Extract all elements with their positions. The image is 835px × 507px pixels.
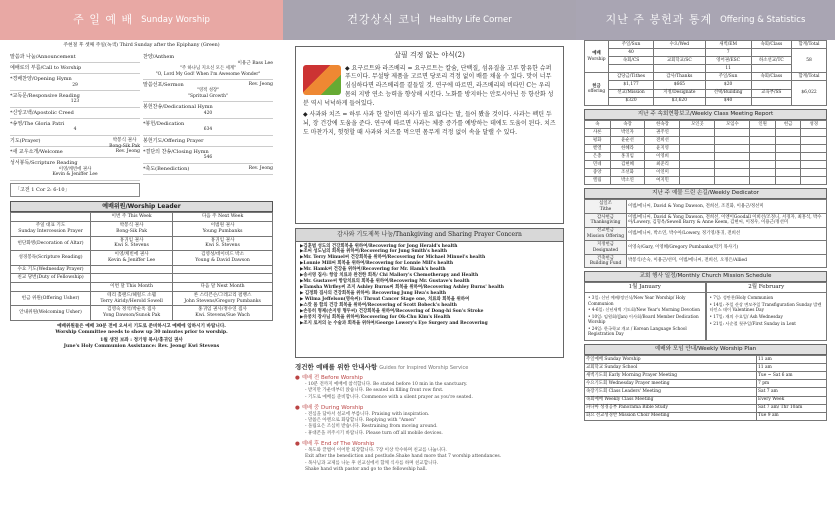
order-label: 봉헌찬송/Dedicational Hymn bbox=[143, 104, 213, 111]
cell: 이범/에니씨, David & Yong Dawson, 전희선, 조진화, 이용근/정선미 bbox=[627, 200, 827, 214]
order-item bbox=[10, 108, 140, 119]
cell bbox=[751, 65, 791, 73]
list-item: ▶송서영 집사: 항암 치료과 완전한 회복/ Chi Mallory's Chemotherapy and Health bbox=[300, 273, 479, 279]
order-label: *송영/The Gloria Patri bbox=[10, 121, 65, 128]
order-label: 봉헌기도/Offering Prayer bbox=[143, 137, 204, 144]
column-header: 영어권/ESC bbox=[705, 57, 751, 65]
statistics-block bbox=[584, 40, 827, 421]
cell: 홍귀임 권사 Kwi S. Stevens bbox=[173, 236, 273, 250]
february-list bbox=[706, 293, 828, 341]
cell: 홍귀임 권사/정수연 집사 Kwi. Stevens/Sue Wach bbox=[173, 306, 273, 320]
list-item: ▶ Wilma Jeffelson(영숙씨): Throat Cancer Stage one, 치료와 회복을 위하여 bbox=[300, 296, 470, 302]
cell: $40 bbox=[705, 97, 751, 105]
order-item bbox=[10, 158, 140, 180]
cell bbox=[751, 97, 791, 105]
list-item: • 7일: 성만찬/Holy Communion bbox=[709, 295, 774, 301]
dedicator-title: 지난 주 예물 드린 손길/Weekly Dedicator bbox=[584, 188, 827, 199]
cell: Tue ~ Sat 6 am bbox=[757, 372, 827, 380]
order-item bbox=[10, 119, 140, 136]
cell: 최준리 bbox=[645, 161, 680, 169]
table-row bbox=[585, 136, 827, 144]
note-line: June's Holy Communion Assistance: Rev. Jeong/ Kwi Stevens bbox=[63, 343, 220, 349]
order-label: 기도(Prayer) bbox=[10, 137, 41, 144]
table-row bbox=[585, 241, 827, 255]
health-title: 살필 걱정 없는 야식(2) bbox=[394, 51, 465, 59]
cell: Sat 7 am bbox=[757, 388, 827, 396]
column-header: 다음 달 Next Month bbox=[173, 283, 273, 292]
health-paragraph: ◆ 요구르트와 라즈베리 = 요구르트는 칼슘, 단백질, 섬유질을 고루 함유한 슈퍼푸드이다. 무설탕 제품을 고르면 당로리 걱정 없이 배를 채울 수 있다. 맛이 너무 심심하다면 라즈베리를 곁들일 것. 연구에 따르면, 라즈베리의 비타민 C는 우리 몸의 지방 연소 능력을 향상해 시킨다. 노화를 방지하는 안토시아닌 등 항산화 성분 역시 넉넉하게 들어있다. bbox=[303, 64, 554, 107]
worship-column bbox=[0, 0, 283, 507]
guide-title bbox=[295, 363, 564, 371]
list-item: • 21일: 사순절 첫주일/First Sunday in Lent bbox=[709, 320, 796, 326]
guide-section-title: ● 예배 전 Before Worship bbox=[295, 375, 363, 382]
order-right: 박봉식 권사 Bong-Sik Pak bbox=[109, 137, 140, 149]
order-label: 말씀과 나눔/Announcement bbox=[10, 53, 76, 60]
guide-item: Shake hand with pastor and go to the fellowship hall. bbox=[305, 466, 427, 472]
order-sub: 546 bbox=[203, 155, 213, 161]
cell: 박인자 bbox=[610, 128, 645, 136]
row-label: 헌금 위원(Offering Usher) bbox=[11, 291, 91, 305]
cell: 테리 홀랜드/헤럴드 소웰 Terry Airidy/Herold Sowell bbox=[91, 291, 173, 305]
cell bbox=[751, 81, 791, 89]
list-item: ▶유쿵치 장사님 회복을 위하여/Recovering for Ok-Chu Kim's Health bbox=[300, 314, 451, 320]
health-paragraph: ◆ 사과와 치즈 = 하루 사과 한 알이면 의사가 필요 없다는 말, 들어 봤을 것이다. 사과는 펙틴 두뇌, 장 건강에 도움을 준다. 연구에 따르면 사과는 체중 증가를 예방하는 데에도 도움이 된다. 치즈도 마찬가지, 헛헛할 때 사과와 치즈를 먹으면 몸무게 걱정 없이 속을 달랠 수 있다. bbox=[303, 111, 556, 136]
list-item: ▶김훈범 성도의 건강회복을 위하여/Recovering for Jong Herald's health bbox=[300, 243, 458, 249]
table-row bbox=[585, 177, 827, 185]
cell: 40 bbox=[609, 49, 654, 57]
list-item: • 24일: 한국학교 개교 / Korean Language School Registration Day bbox=[588, 326, 687, 337]
cell: 11 bbox=[705, 65, 751, 73]
cell: 평화 bbox=[585, 136, 611, 144]
fruit-image bbox=[303, 65, 341, 95]
cell: 주일예배 Sunday Worship bbox=[585, 356, 757, 364]
table-row bbox=[585, 254, 827, 268]
offering-label: 헌금 bbox=[592, 83, 601, 89]
guide-section-label: 예배 중 During Worship bbox=[301, 405, 364, 412]
table-row bbox=[585, 356, 827, 364]
list-item: ▶조지 로저의 눈 수술과 회복을 위하여/George Lowery's Eye Surgery and Recovering bbox=[300, 320, 488, 326]
table-row bbox=[11, 265, 273, 274]
list-item: • 3일: 신년 예배/정인식/New Year Worship/ Holy Communion bbox=[588, 295, 686, 306]
order-sub: "주 하나님 지으신 모든 세계" "O, Lord My God! When I'm Awesome Wonder" bbox=[155, 66, 261, 77]
cell: 이영희 bbox=[645, 153, 680, 161]
cell: $1,177 bbox=[609, 81, 654, 89]
health-header bbox=[283, 0, 576, 40]
order-label: *경배찬양/Opening Hymn bbox=[10, 76, 72, 83]
cell: 박봉식 권사 Bong-Sik Pak bbox=[91, 222, 173, 236]
cell bbox=[173, 265, 273, 274]
column-header: 새벽/EM bbox=[705, 41, 751, 49]
guide-section-label: 예배 후 End of The Worship bbox=[301, 441, 375, 448]
worship-leader-table bbox=[10, 212, 273, 320]
order-item bbox=[143, 119, 273, 136]
cell: 홍귀임 bbox=[610, 153, 645, 161]
blank-cell bbox=[11, 283, 91, 292]
table-row bbox=[585, 412, 827, 420]
cell bbox=[751, 49, 791, 57]
guide-section-title: ● 예배 후 End of The Worship bbox=[295, 441, 375, 448]
order-right: Rev. Jeong bbox=[115, 149, 140, 155]
table-row bbox=[585, 153, 827, 161]
order-item bbox=[143, 136, 273, 147]
cell: 론 스티븐슨/그레고리 펌뱅스 John Stevens/Gregory Pumbanks bbox=[173, 291, 273, 305]
order-item bbox=[143, 147, 273, 164]
weekly-plan-title: 예배와 모임 안내/Weekly Worship Plan bbox=[584, 344, 827, 355]
cell: 김영숙 정석/박순옥 집사 Yong Dawson/Sunok Pak bbox=[91, 306, 173, 320]
prayer-box bbox=[295, 228, 564, 358]
cell: 민네 bbox=[585, 161, 611, 169]
cell: 수요기도회 Wednesday Prayer meeting bbox=[585, 380, 757, 388]
guide-item: - 목도와 끝범이 이어만 퇴장합니다. 7장 이상 악수하며 친교를 나눕니다. bbox=[305, 447, 447, 453]
class-report-table bbox=[584, 120, 827, 186]
worship-header bbox=[0, 0, 283, 40]
leader-note bbox=[10, 324, 273, 350]
cell: 11 am bbox=[757, 356, 827, 364]
note-line: 예배위원들은 예배 30분 전에 오셔서 기도로 준비하시고 예배에 임하시기 바랍니다. bbox=[57, 323, 226, 329]
order-sub: 29 bbox=[72, 82, 78, 88]
list-item: ▶ 김정화 집사의 건강회복을 위하여: Recovering Jung Hwa's health bbox=[300, 291, 447, 296]
guide-item: - 10분 전까지 예배에 참석합니다. Be stated before 10 min in the sanctuary. bbox=[305, 382, 468, 388]
order-item bbox=[10, 91, 140, 108]
table-row bbox=[585, 380, 827, 388]
cell bbox=[654, 49, 705, 57]
cell: 속회예배 Weekly Class Meeting bbox=[585, 396, 757, 404]
column-header: 헌금 bbox=[775, 120, 801, 128]
cell: 이영/케빈에 권사 Kevin & Jeniffer Lee bbox=[91, 251, 173, 265]
cell: 이범/에니씨, David & Yong Dawson, 전희선, 이엔이Goodall 이희선/조정니, 서경자, 최홍석, 박수아/Lowery, 김형옥/Sewell Barry & Anne Keem, 김현씨, 이정우, 이용근/정선미 bbox=[627, 214, 827, 228]
cell: 새벽기도회 Early Morning Prayer Meeting bbox=[585, 372, 757, 380]
note-line: Worship Committee needs to show up 30 minutes prior to worship. bbox=[55, 329, 228, 335]
guide-item: - 받지만 가운데부터 앉습니다. Be seated in filling front row first. bbox=[305, 388, 444, 394]
month-header: 1월 January bbox=[584, 282, 706, 293]
column-header: 모인곳 bbox=[680, 120, 715, 128]
order-label: *신앙고백/Apostolic Creed bbox=[10, 109, 74, 116]
health-column bbox=[283, 0, 576, 507]
cell: 샤론 bbox=[585, 128, 611, 136]
worship-header-kr: 주 일 예 배 bbox=[73, 13, 134, 27]
cell: $20 bbox=[705, 81, 751, 89]
order-label: 말씀선포/Sermon bbox=[143, 82, 184, 89]
guide-section bbox=[295, 405, 564, 437]
column-header: 속회/Class bbox=[751, 41, 791, 49]
table-row bbox=[11, 274, 273, 283]
offering-header-en: Offering & Statistics bbox=[720, 14, 806, 25]
row-label: 안내위원(Welcoming Usher) bbox=[11, 306, 91, 320]
guide-section bbox=[295, 375, 564, 401]
cell: 이범/에니씨, 박소연, 박수아/Lowery, 정기영/홍귀, 전희선 bbox=[627, 227, 827, 241]
list-item: ▶조씨 성도님의 회복을 위하여/Recovering for Jung Smith's health bbox=[300, 249, 448, 255]
cell bbox=[654, 65, 705, 73]
january-list bbox=[584, 293, 706, 341]
month-header: 2월 February bbox=[706, 282, 828, 293]
table-row bbox=[585, 372, 827, 380]
order-label: *결단의 찬송/Closing Hymn bbox=[143, 149, 209, 156]
list-item: ▶Mr. Hamk씨 건강을 위하여/Recovering for Mr. Hamk's health bbox=[300, 267, 446, 273]
column-header: 한속장 bbox=[645, 120, 680, 128]
attendance-label: 예배 bbox=[592, 51, 601, 57]
prayer-list bbox=[296, 242, 563, 329]
order-of-worship bbox=[10, 52, 273, 197]
attendance-total: 58 bbox=[792, 49, 827, 73]
guide-item: - 돌림요은 조심히 받습니다. Restraining from moving around. bbox=[305, 424, 438, 430]
cell: 김현혜 bbox=[610, 161, 645, 169]
order-label: *봉헌/Dedication bbox=[143, 121, 185, 128]
order-right: Rev. Jeong bbox=[248, 165, 273, 171]
row-label: 친교 당번(Duty of Fellowship) bbox=[11, 274, 91, 283]
order-item bbox=[10, 74, 140, 91]
cell: $3,620 bbox=[654, 97, 705, 105]
table-row bbox=[11, 251, 273, 265]
cell: 은총 bbox=[585, 153, 611, 161]
table-row bbox=[585, 200, 827, 214]
column-header: 속회/CS bbox=[609, 57, 654, 65]
cell: Every Week bbox=[757, 396, 827, 404]
offering-column bbox=[576, 0, 835, 507]
cell: 이연미 bbox=[645, 169, 680, 177]
cell: 이범원 권사 Young Pumbanks bbox=[173, 222, 273, 236]
column-header: 속회/Class bbox=[751, 73, 791, 81]
column-header: 감사/Thanks bbox=[654, 73, 705, 81]
table-row bbox=[585, 404, 827, 412]
order-item bbox=[143, 52, 273, 80]
cell: 여지민 bbox=[645, 177, 680, 185]
table-row bbox=[585, 396, 827, 404]
weekly-plan-table bbox=[584, 355, 827, 421]
guide-item: Exit after the benediction and postlude.Shake hand more that 7 worship attendances. bbox=[305, 454, 502, 460]
note-line: 1월 생전 보좌 : 정기영 목사/홍귀임 권사 bbox=[100, 338, 183, 344]
table-row bbox=[585, 128, 827, 136]
row-label: 선교헌금 Mission Offering bbox=[585, 227, 627, 241]
guide-title-kr: 경건한 예배를 위한 안내사항 bbox=[295, 363, 378, 371]
column-header: 이번 달 This Month bbox=[91, 283, 173, 292]
list-item: ▶Lonnie Mill씨 회복을 위하여/Recovering for Lonnie Mill's health bbox=[300, 261, 454, 267]
table-row bbox=[585, 227, 827, 241]
row-label: 성경봉독(Scripture Reading) bbox=[11, 251, 91, 265]
order-item bbox=[143, 80, 273, 102]
row-label: 주일 대표 기도 Sunday Intercession Prayer bbox=[11, 222, 91, 236]
health-header-kr: 건강상식 코너 bbox=[347, 13, 422, 27]
list-item: • 14일: 주일 산상 변모주일 Transfiguration Sunday 발렌타인스 데이 Valentines Day bbox=[709, 302, 822, 313]
cell: 파나마 성경공부 Panorama Bible Study bbox=[585, 404, 757, 412]
cell: 박소연 bbox=[610, 177, 645, 185]
cell: 한혜라 bbox=[610, 145, 645, 153]
table-row bbox=[585, 145, 827, 153]
worship-subtitle: 주현절 후 셋째 주일(녹색) Third Sunday after the Epiphany (Green) bbox=[63, 43, 220, 48]
monthly-schedule-title: 교회 행사 일정/Monthly Church Mission Schedule bbox=[584, 271, 827, 282]
order-right: Rev. Jeong bbox=[248, 82, 273, 88]
cell: 7 bbox=[705, 49, 751, 57]
cell: 김영성/데이비드 박소 Young & David Dawson bbox=[173, 251, 273, 265]
order-label: 찬양/Anthem bbox=[143, 53, 175, 60]
order-label: *새 교우소개/Welcome bbox=[10, 149, 63, 156]
guide-section-label: 예배 전 Before Worship bbox=[301, 375, 363, 382]
cell: 11 am bbox=[757, 364, 827, 372]
cell: 엘림 bbox=[585, 177, 611, 185]
column-header: 속 bbox=[585, 120, 611, 128]
cell: Sat 7 am/ Thr 10am bbox=[757, 404, 827, 412]
row-label: 헌단화병(Decoration of Altar) bbox=[11, 236, 91, 250]
guide-section bbox=[295, 441, 564, 473]
order-item bbox=[143, 164, 273, 175]
order-right: 이용근 Bass Lee bbox=[237, 60, 273, 66]
table-row bbox=[11, 306, 273, 320]
cell: 박봉식/손숙, 이용근/선미, 이범/에니씨, 전희선, 오정은/Allied bbox=[627, 254, 827, 268]
order-left bbox=[10, 52, 140, 197]
column-header: 지정/Designate bbox=[654, 89, 705, 97]
column-header: 다음 주 Next Week bbox=[173, 213, 273, 222]
prayer-title: 감사와 기도제목 나눔/Thankgiving and Sharing Prayer Concern bbox=[296, 229, 563, 242]
column-header: 이번 주 This Week bbox=[91, 213, 173, 222]
column-header: 인원 bbox=[750, 120, 776, 128]
order-label: 성서봉독/Scripture Reading bbox=[10, 160, 78, 167]
order-sub: "영적 성장" "Spritual Growth" bbox=[188, 88, 228, 99]
column-header: 수요/Wed bbox=[654, 41, 705, 49]
column-header: 합계/Total bbox=[792, 41, 827, 49]
cell: 권주연 bbox=[645, 128, 680, 136]
column-header: 선택/Building bbox=[705, 89, 751, 97]
statistics-table bbox=[584, 40, 827, 106]
health-header-en: Healthy Life Corner bbox=[429, 14, 512, 25]
cell: $665 bbox=[654, 81, 705, 89]
cell bbox=[609, 65, 654, 73]
offering-label-en: offering bbox=[587, 89, 606, 95]
order-item bbox=[10, 63, 140, 74]
cell: 벧엘 bbox=[585, 145, 611, 153]
table-row bbox=[585, 214, 827, 228]
order-sub: 420 bbox=[203, 110, 213, 116]
order-sub: 4 bbox=[73, 127, 77, 133]
offering-header bbox=[576, 0, 835, 40]
order-sub: 123 bbox=[70, 99, 80, 105]
row-label: 수요 기도(Wednesday Prayer) bbox=[11, 265, 91, 274]
offering-total: $6,022 bbox=[792, 81, 827, 105]
guide-item: - 전심을 담아서 설교에 부릅니다. Praising with inspiration. bbox=[305, 411, 430, 417]
cell: 속장기도회 Class Leaders' Meeting bbox=[585, 388, 757, 396]
table-row bbox=[585, 169, 827, 177]
table-row bbox=[585, 388, 827, 396]
order-item bbox=[143, 102, 273, 119]
list-item: ▶Mr. Terry Minuel씨 건강회복을 위하여/Recovering for Michael Minuel's health bbox=[300, 255, 486, 261]
column-header: 합계/Total bbox=[792, 73, 827, 81]
dedicator-table bbox=[584, 199, 827, 268]
cell: 이영숙/Gary, 이영혜/Gregory Pumbanks(럭키 목사기) bbox=[627, 241, 827, 255]
offering-header-kr: 지난 주 봉헌과 통계 bbox=[605, 13, 713, 27]
list-item: ▶Tamsha Wirfley씨 조지 Ashley Burns씨 회복을 위하여/Recovering Ashley Burns' health bbox=[300, 285, 504, 291]
cell: 중앙 bbox=[585, 169, 611, 177]
order-item bbox=[10, 52, 140, 63]
attendance-label-en: Worship bbox=[587, 56, 606, 62]
scripture-verse: 「고전 1 Cor 2: 6-10」 bbox=[10, 183, 140, 197]
list-item: • 4-6일: 신년새벽 기도회/New Year's Morning Devotion bbox=[588, 307, 700, 313]
column-header: 주일/Sun bbox=[705, 73, 751, 81]
cell: $320 bbox=[609, 97, 654, 105]
cell bbox=[91, 274, 173, 283]
cell: 홍귀임 권사 Kwi S. Stevens bbox=[91, 236, 173, 250]
blank-cell bbox=[11, 213, 91, 222]
order-right-col bbox=[143, 52, 273, 197]
column-header: 교육부/SS bbox=[751, 89, 791, 97]
cell bbox=[91, 265, 173, 274]
order-label: *교독문/Responsive Reading bbox=[10, 93, 80, 100]
column-header: 주일/Sun bbox=[609, 41, 654, 49]
column-header: 선교/Mission bbox=[609, 89, 654, 97]
table-row bbox=[585, 161, 827, 169]
cell: 교회학교 Sunday School bbox=[585, 364, 757, 372]
column-header: 하소션교/TC bbox=[751, 57, 791, 65]
order-label: 예배로의 부름/Call to Worship bbox=[10, 65, 82, 72]
list-item: • 17일: 재의 수요일/ Ash Wednesday bbox=[709, 314, 783, 320]
month-lists bbox=[584, 293, 827, 341]
worship-leader-title: 예배위원/Worship Leader bbox=[10, 201, 273, 213]
guide-item: - 기도로 예배를 준비합니다. Commence with a silent prayer as you're seated. bbox=[305, 394, 473, 400]
health-article bbox=[295, 46, 564, 224]
table-row bbox=[11, 291, 273, 305]
guide-item: - 휴대폰을 꺼주시기 바랍니다. Please turn off all mobile devices. bbox=[305, 430, 443, 436]
row-label: 감사헌금 Thanksgiving bbox=[585, 214, 627, 228]
guide-item: - 말씀은 아멘으로 화답합니다. Replying with "Amen" bbox=[305, 418, 417, 424]
column-header: 성경 bbox=[801, 120, 827, 128]
order-item bbox=[10, 136, 140, 147]
table-row bbox=[11, 236, 273, 250]
cell: 화요 선교성경반 Mission Choir Meeting bbox=[585, 412, 757, 420]
worship-header-en: Sunday Worship bbox=[141, 14, 210, 25]
guide-item: - 목사님과 교제를 나눈 후 친교실에서 함께 식사를 하며 친교합니다. bbox=[305, 460, 439, 466]
table-row bbox=[11, 222, 273, 236]
list-item: ▶손동히 형제(손지영 형두씨) 건강회복을 위하여/Recovering of Dong-hi Son's Stroke bbox=[300, 308, 484, 314]
cell: Tue 9 am bbox=[757, 412, 827, 420]
row-label: 건축헌금 Building Fund bbox=[585, 254, 627, 268]
table-row bbox=[585, 364, 827, 372]
month-headers bbox=[584, 282, 827, 293]
order-sub: 634 bbox=[203, 127, 213, 133]
column-header: 모임수 bbox=[715, 120, 750, 128]
worship-guide bbox=[295, 363, 564, 473]
order-label: *축도(Benediction) bbox=[143, 165, 190, 172]
guide-section-title: ● 예배 중 During Worship bbox=[295, 405, 364, 412]
list-item: • 10일: 임원회/(Jan) 이사회/Board Member Dedication Worship bbox=[588, 314, 699, 325]
list-item: ▶Mr. Gustave씨 항암치료의 회복을 위하여/Recovering Mr. Gustave's health bbox=[300, 279, 470, 285]
cell bbox=[173, 274, 273, 283]
column-header: 감당금/Tithes bbox=[609, 73, 654, 81]
column-header: 속장 bbox=[610, 120, 645, 128]
row-label: 지정헌금 Designated bbox=[585, 241, 627, 255]
guide-title-en: Guides for Inspired Worship Service bbox=[379, 365, 469, 371]
row-label: 십일조 Tithe bbox=[585, 200, 627, 214]
list-item: ▶스캇 몸 합의 건강 회복을 위하여/Recovering of Scott Bobeck's health bbox=[300, 302, 457, 308]
order-sub: 이영/케빈에 권사 Kevin & Jeniffer Lee bbox=[52, 166, 98, 178]
cell: 윤지영 bbox=[645, 145, 680, 153]
cell: 조선화 bbox=[610, 169, 645, 177]
column-header: 교회학교/SC bbox=[654, 57, 705, 65]
order-item bbox=[10, 147, 140, 158]
cell: 7 pm bbox=[757, 380, 827, 388]
cell: 전희선 bbox=[645, 136, 680, 144]
cell: 윤순선 bbox=[610, 136, 645, 144]
class-report-title: 지난 주 속회현황보고/Weekly Class Meeting Report bbox=[584, 109, 827, 120]
